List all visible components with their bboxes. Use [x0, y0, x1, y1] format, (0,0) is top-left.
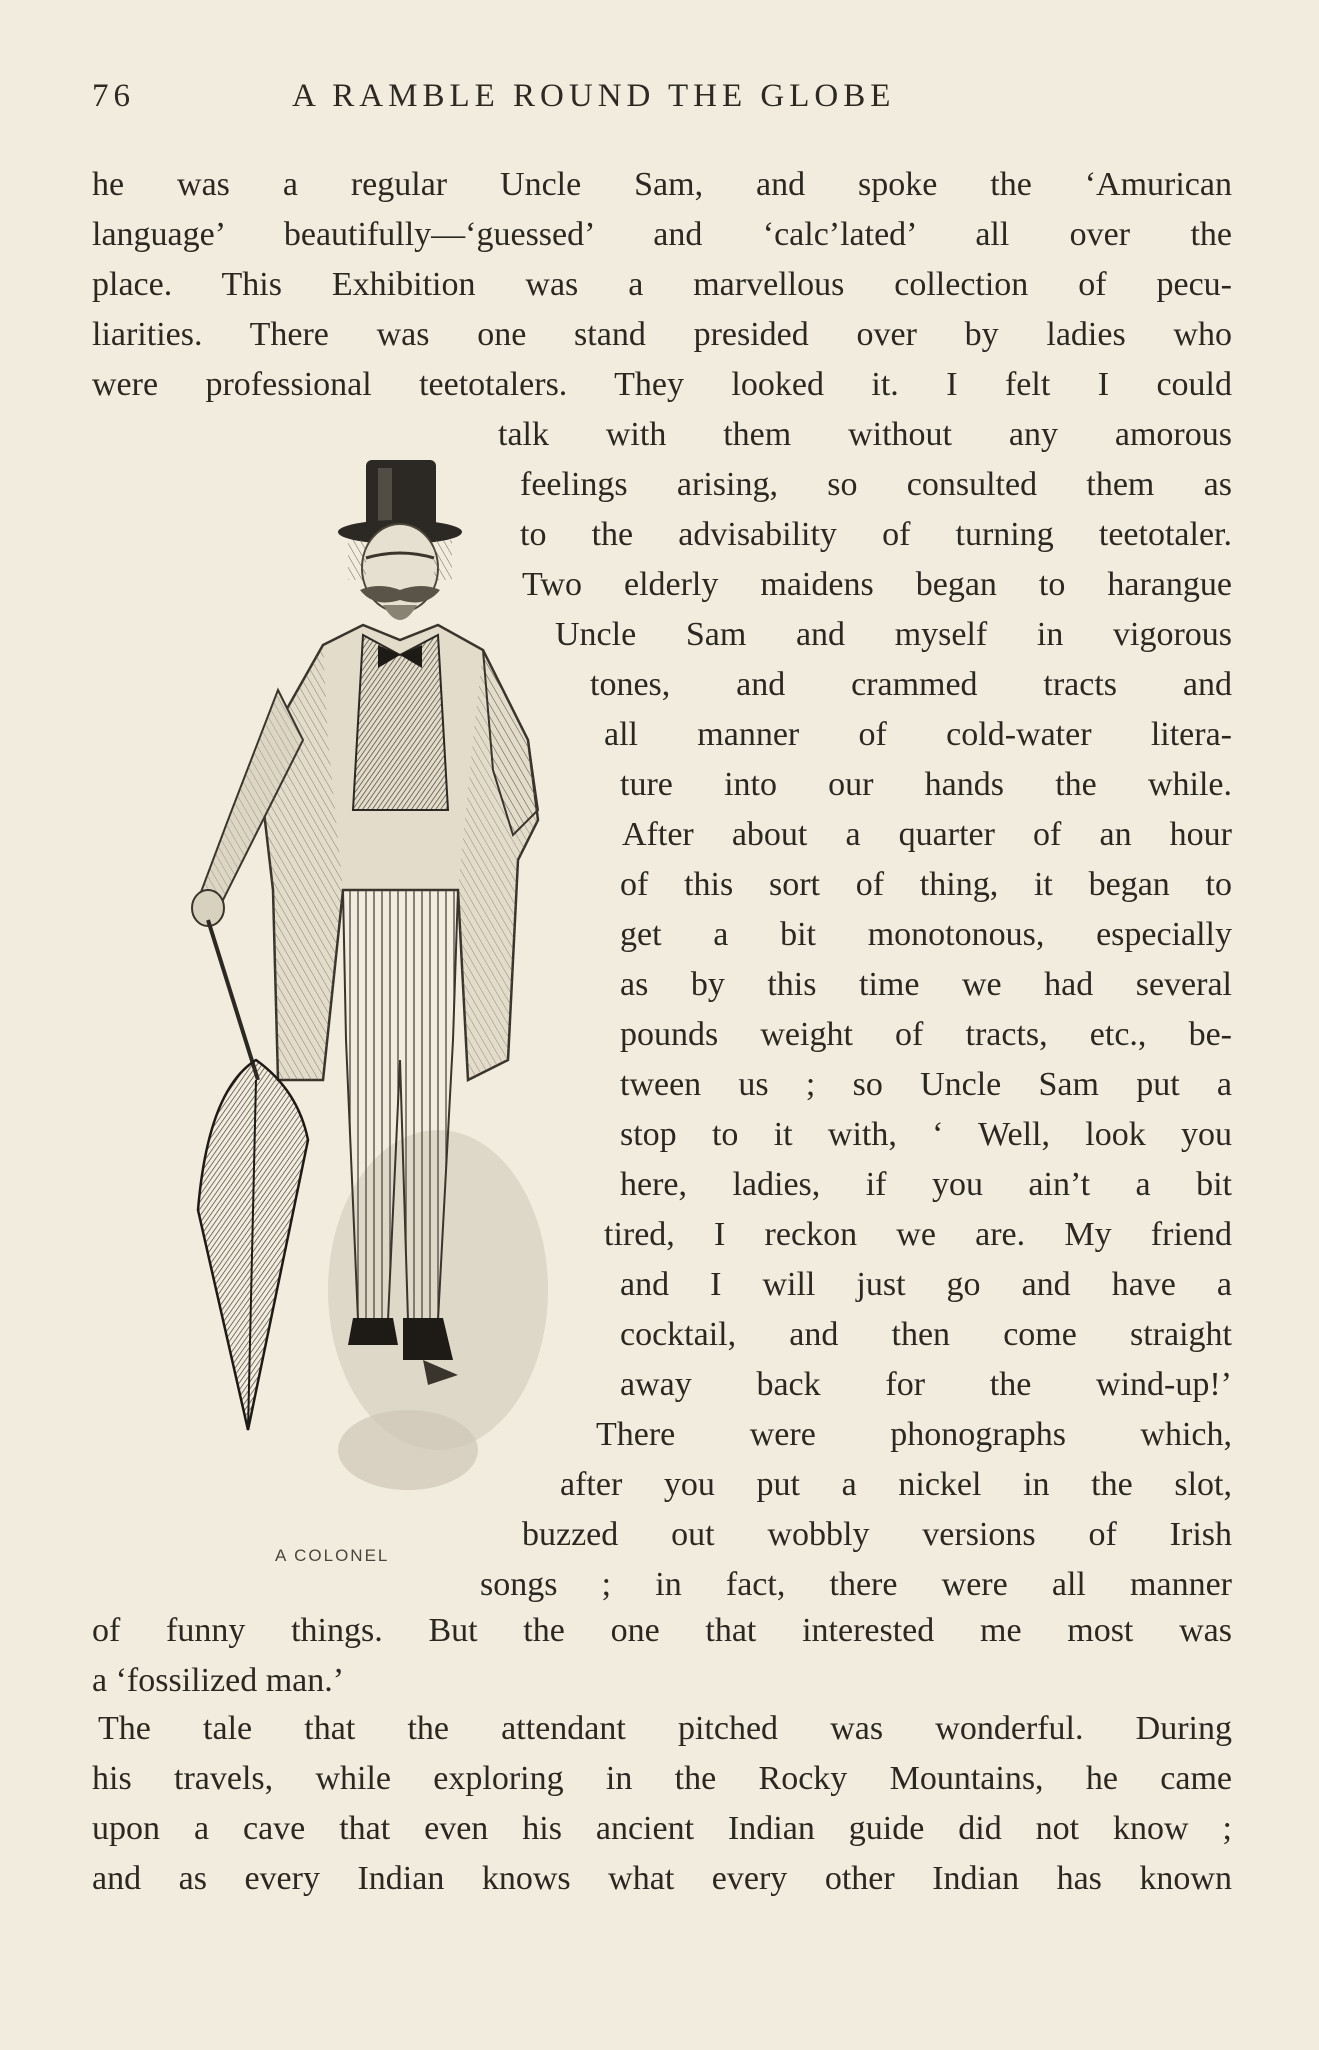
body-line: upon a cave that even his ancient Indian guide did not know ;: [92, 1810, 1232, 1847]
body-line: after you put a nickel in the slot,: [560, 1466, 1232, 1503]
body-line: cocktail, and then come straight: [620, 1316, 1232, 1353]
illustration-caption: A COLONEL: [275, 1546, 390, 1565]
body-line: as by this time we had several: [620, 966, 1232, 1003]
body-line: and I will just go and have a: [620, 1266, 1232, 1303]
body-line: were professional teetotalers. They looked it. I felt I could: [92, 366, 1232, 403]
body-line: tween us ; so Uncle Sam put a: [620, 1066, 1232, 1103]
body-line: tired, I reckon we are. My friend: [604, 1216, 1232, 1253]
colonel-figure-drawing: [108, 440, 598, 1540]
body-line: pounds weight of tracts, etc., be-: [620, 1016, 1232, 1053]
body-line: language’ beautifully—‘guessed’ and ‘calc’lated’ all over the: [92, 216, 1232, 253]
body-line: a ‘fossilized man.’: [92, 1662, 345, 1699]
body-line: There were phonographs which,: [596, 1416, 1232, 1453]
colonel-illustration: [108, 440, 598, 1540]
body-line: place. This Exhibition was a marvellous collection of pecu-: [92, 266, 1232, 303]
body-line: tones, and crammed tracts and: [590, 666, 1232, 703]
body-line: and as every Indian knows what every other Indian has known: [92, 1860, 1232, 1897]
paragraph-first-line: The tale that the attendant pitched was wonderful. During: [98, 1710, 1232, 1747]
body-line: get a bit monotonous, especially: [620, 916, 1232, 953]
page-number: 76: [92, 78, 135, 114]
body-line: liarities. There was one stand presided over by ladies who: [92, 316, 1232, 353]
body-line: talk with them without any amorous: [498, 416, 1232, 453]
body-line: he was a regular Uncle Sam, and spoke the ‘Amurican: [92, 166, 1232, 203]
body-line: his travels, while exploring in the Rocky Mountains, he came: [92, 1760, 1232, 1797]
body-line: ture into our hands the while.: [620, 766, 1232, 803]
body-line: away back for the wind-up!’: [620, 1366, 1232, 1403]
body-line: of this sort of thing, it began to: [620, 866, 1232, 903]
body-line: feelings arising, so consulted them as: [520, 466, 1232, 503]
body-line: Two elderly maidens began to harangue: [522, 566, 1232, 603]
body-line: Uncle Sam and myself in vigorous: [555, 616, 1232, 653]
running-title: A RAMBLE ROUND THE GLOBE: [292, 78, 896, 114]
body-line: After about a quarter of an hour: [622, 816, 1232, 853]
body-line: to the advisability of turning teetotaler.: [520, 516, 1232, 553]
page-header: [92, 78, 1232, 118]
body-line: stop to it with, ‘ Well, look you: [620, 1116, 1232, 1153]
body-line: all manner of cold-water litera-: [604, 716, 1232, 753]
body-line: here, ladies, if you ain’t a bit: [620, 1166, 1232, 1203]
body-line: of funny things. But the one that interested me most was: [92, 1612, 1232, 1649]
body-line: buzzed out wobbly versions of Irish: [522, 1516, 1232, 1553]
body-line: songs ; in fact, there were all manner: [480, 1566, 1232, 1603]
